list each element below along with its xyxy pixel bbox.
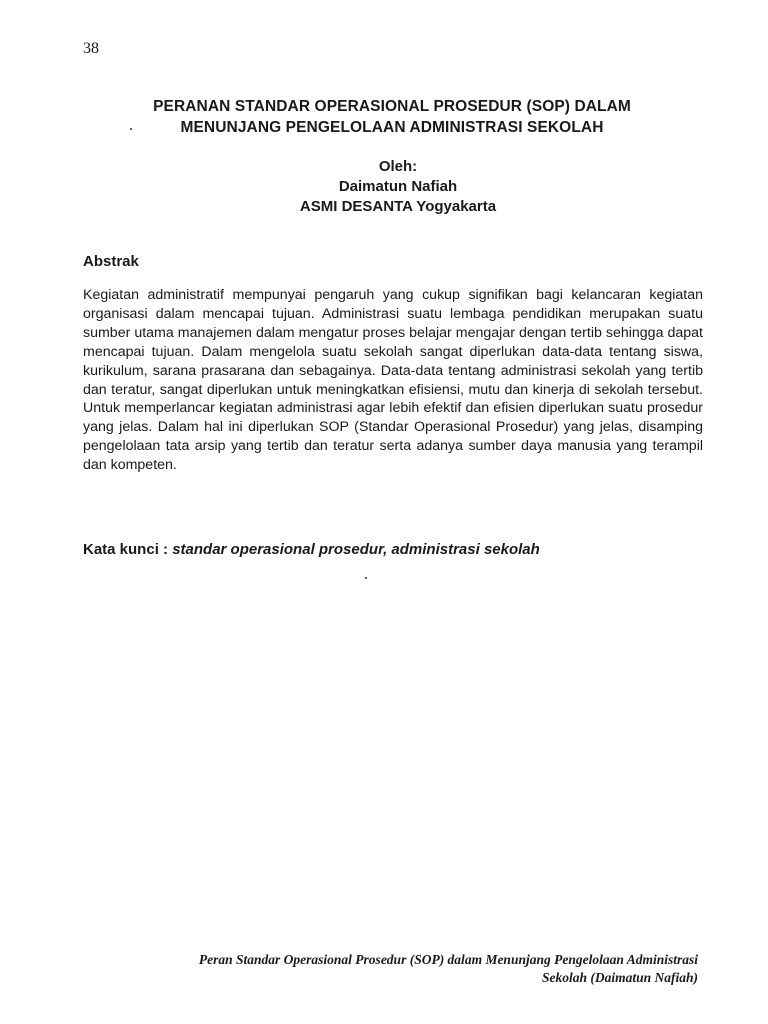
abstract-heading: Abstrak bbox=[83, 253, 139, 270]
keywords bbox=[83, 541, 540, 558]
scan-speck bbox=[365, 577, 367, 579]
keywords-label: Kata kunci : bbox=[83, 541, 173, 558]
paper-title bbox=[60, 96, 724, 138]
running-footer bbox=[199, 951, 698, 987]
title-line-2: MENUNJANG PENGELOLAAN ADMINISTRASI SEKOLAH bbox=[180, 119, 604, 136]
author-affiliation: ASMI DESANTA Yogyakarta bbox=[299, 198, 497, 215]
by-label: Oleh: bbox=[378, 158, 418, 175]
keywords-values: standar operasional prosedur, administrasi sekolah bbox=[172, 541, 540, 558]
title-line-1: PERANAN STANDAR OPERASIONAL PROSEDUR (SOP) DALAM bbox=[153, 98, 631, 115]
author-name: Daimatun Nafiah bbox=[338, 178, 458, 195]
scan-speck bbox=[130, 128, 132, 130]
page-number: 38 bbox=[83, 40, 99, 57]
footer-line-1: Peran Standar Operasional Prosedur (SOP) dalam Menunjang Pengelolaan Administrasi bbox=[198, 952, 698, 967]
footer-line-2: Sekolah (Daimatun Nafiah) bbox=[541, 970, 698, 985]
abstract-body: Kegiatan administratif mempunyai pengaruh yang cukup signifikan bagi kelancaran kegiatan organisasi dalam mencapai tujuan. Administrasi suatu lembaga pendidikan merupakan suatu sumber utama manajemen dalam mengatur proses belajar mengajar dengan tertib sehingga dapat mencapai tujuan. Dalam mengelola suatu sekolah sangat diperlukan data-data tentang siswa, kurikulum, sarana prasarana dan sebagainya. Data-data tentang administrasi sekolah yang tertib dan teratur, sangat diperlukan untuk meningkatkan efisiensi, mutu dan kinerja di sekolah tersebut. Untuk memperlancar kegiatan administrasi agar lebih efektif dan efisien diperlukan suatu prosedur yang jelas. Dalam hal ini diperlukan SOP (Standar Operasional Prosedur) yang jelas, disamping pengelolaan tata arsip yang tertib dan teratur serta adanya sumber daya manusia yang terampil dan kompeten. bbox=[83, 287, 703, 474]
author-block bbox=[0, 157, 768, 217]
